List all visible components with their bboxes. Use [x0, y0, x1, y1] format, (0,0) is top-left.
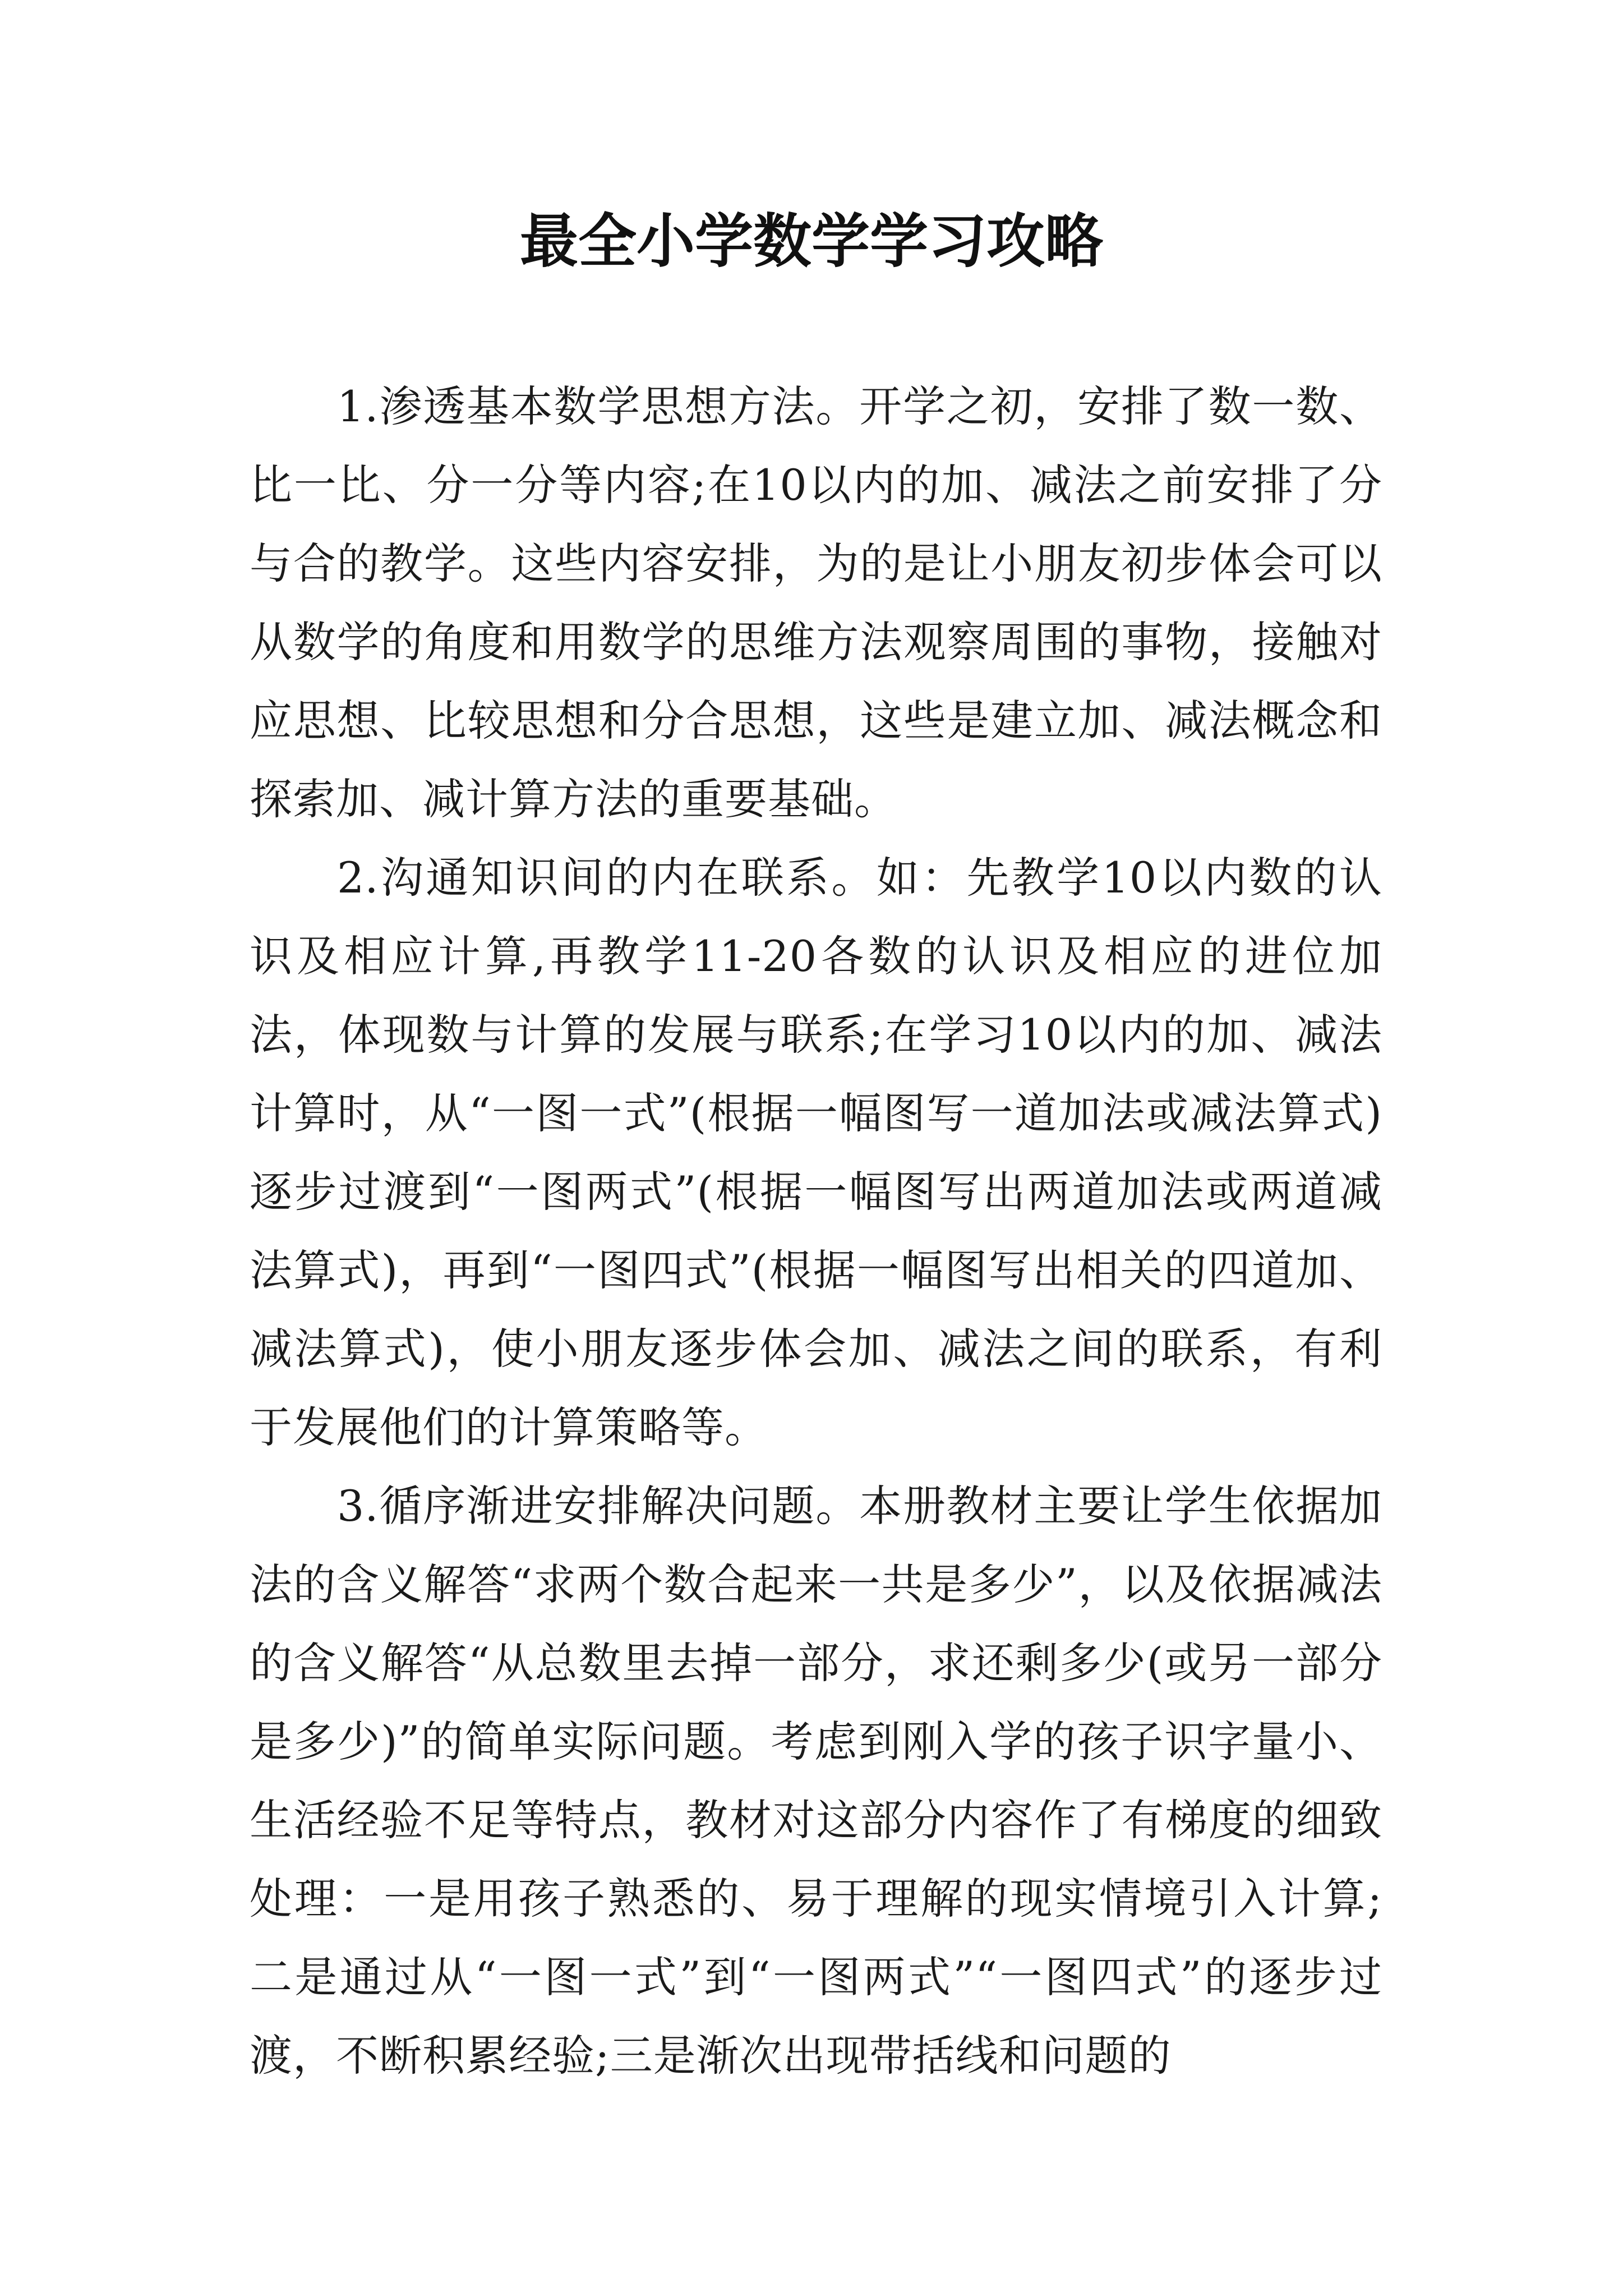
document-title: 最全小学数学学习攻略 — [519, 207, 1103, 275]
paragraph-1: 1.渗透基本数学思想方法。开学之初，安排了数一数、比一比、分一分等内容;在10以内的加、减法之前安排了分与合的教学。这些内容安排，为的是让小朋友初步体会可以从数学的角度和用数学的思维方法观察周围的事物，接触对应思想、比较思想和分合思想，这些是建立加、减法概念和探索加、减计算方法的重要基础。 — [250, 381, 1382, 824]
paragraph-3: 3.循序渐进安排解决问题。本册教材主要让学生依据加法的含义解答“求两个数合起来一共是多少”，以及依据减法的含义解答“从总数里去掉一部分，求还剩多少(或另一部分是多少)”的简单实际问题。考虑到刚入学的孩子识字量小、生活经验不足等特点，教材对这部分内容作了有梯度的细致处理：一是用孩子熟悉的、易于理解的现实情境引入计算;二是通过从“一图一式”到“一图两式”“一图四式”的逐步过渡，不断积累经验;三是渐次出现带括线和问题的 — [250, 1481, 1382, 2081]
paragraph-2: 2.沟通知识间的内在联系。如：先教学10以内数的认识及相应计算,再教学11-20各数的认识及相应的进位加法，体现数与计算的发展与联系;在学习10以内的加、减法计算时，从“一图一式”(根据一幅图写一道加法或减法算式)逐步过渡到“一图两式”(根据一幅图写出两道加法或两道减法算式)，再到“一图四式”(根据一幅图写出相关的四道加、减法算式)，使小朋友逐步体会加、减法之间的联系，有利于发展他们的计算策略等。 — [250, 853, 1382, 1452]
document-body — [250, 367, 1382, 2095]
